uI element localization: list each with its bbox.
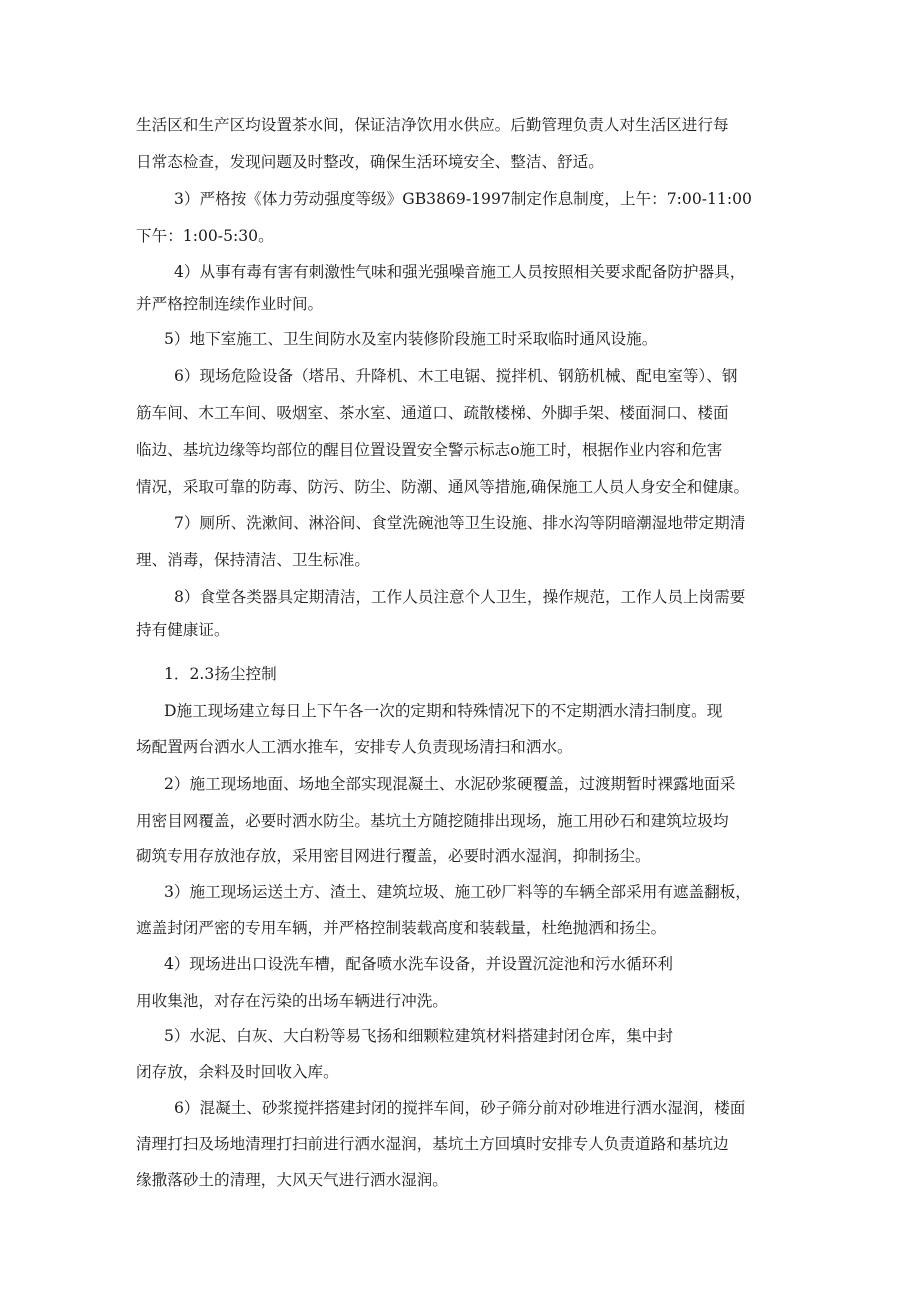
text-line: 5）水泥、白灰、大白粉等易飞扬和细颗粒建筑材料搭建封闭仓库，集中封	[164, 1027, 673, 1045]
text-line: 用密目网覆盖，必要时洒水防尘。基坑土方随挖随排出现场，施工用砂石和建筑垃圾均	[136, 812, 729, 830]
text-line: 下午：1:00-5:30。	[136, 227, 274, 245]
text-line: 日常态检查，发现问题及时整改，确保生活环境安全、整洁、舒适。	[136, 153, 604, 171]
text-line: 持有健康证。	[136, 621, 230, 639]
text-line: 3）施工现场运送土方、渣土、建筑垃圾、施工砂厂料等的车辆全部采用有遮盖翻板，	[164, 883, 751, 901]
text-line: 生活区和生产区均设置茶水间，保证洁净饮用水供应。后勤管理负责人对生活区进行每	[136, 116, 729, 134]
text-line: 临边、基坑边缘等均部位的醒目位置设置安全警示标志o施工时，根据作业内容和危害	[136, 441, 723, 459]
text-line: 6）混凝土、砂浆搅拌搭建封闭的搅拌车间，砂子筛分前对砂堆进行洒水湿润，楼面	[174, 1099, 746, 1117]
text-line: 4）从事有毒有害有刺激性气味和强光强噪音施工人员按照相关要求配备防护器具，	[174, 263, 746, 281]
text-line: 闭存放，余料及时回收入库。	[136, 1063, 339, 1081]
text-line: 理、消毒，保持清洁、卫生标准。	[136, 551, 370, 569]
text-line: 缘撒落砂土的清理，大风天气进行洒水湿润。	[136, 1171, 448, 1189]
text-line: 3）严格按《体力劳动强度等级》GB3869-1997制定作息制度，上午：7:00-11:00	[174, 190, 752, 208]
text-line: 清理打扫及场地清理打扫前进行洒水湿润，基坑土方回填时安排专人负责道路和基坑边	[136, 1135, 729, 1153]
text-line: 砌筑专用存放池存放，采用密目网进行覆盖，必要时洒水湿润，抑制扬尘。	[136, 847, 651, 865]
text-line: 遮盖封闭严密的专用车辆，并严格控制装载高度和装载量，杜绝抛洒和扬尘。	[136, 919, 667, 937]
text-line: 5）地下室施工、卫生间防水及室内装修阶段施工时采取临时通风设施。	[164, 330, 658, 348]
section-heading: 1．2.3扬尘控制	[164, 665, 277, 683]
text-line: 并严格控制连续作业时间。	[136, 295, 324, 313]
text-line: D施工现场建立每日上下午各一次的定期和特殊情况下的不定期洒水清扫制度。现	[164, 702, 723, 720]
text-line: 筋车间、木工车间、吸烟室、茶水室、通道口、疏散楼梯、外脚手架、楼面洞口、楼面	[136, 404, 729, 422]
text-line: 6）现场危险设备（塔吊、升降机、木工电锯、搅拌机、钢筋机械、配电室等）、钢	[174, 367, 738, 385]
text-line: 4）现场进出口设洗车槽，配备喷水洗车设备，并设置沉淀池和污水循环利	[164, 955, 673, 973]
text-line: 情况，采取可靠的防毒、防污、防尘、防潮、通风等措施,确保施工人员人身安全和健康。	[136, 478, 750, 496]
text-line: 场配置两台洒水人工洒水推车，安排专人负责现场清扫和洒水。	[136, 738, 573, 756]
text-line: 7）厕所、洗漱间、淋浴间、食堂洗碗池等卫生设施、排水沟等阴暗潮湿地带定期清	[174, 514, 746, 532]
text-line: 8）食堂各类器具定期清洁，工作人员注意个人卫生，操作规范，工作人员上岗需要	[174, 588, 746, 606]
text-line: 2）施工现场地面、场地全部实现混凝土、水泥砂浆硬覆盖，过渡期暂时裸露地面采	[164, 775, 736, 793]
text-line: 用收集池，对存在污染的出场车辆进行冲洗。	[136, 992, 448, 1010]
